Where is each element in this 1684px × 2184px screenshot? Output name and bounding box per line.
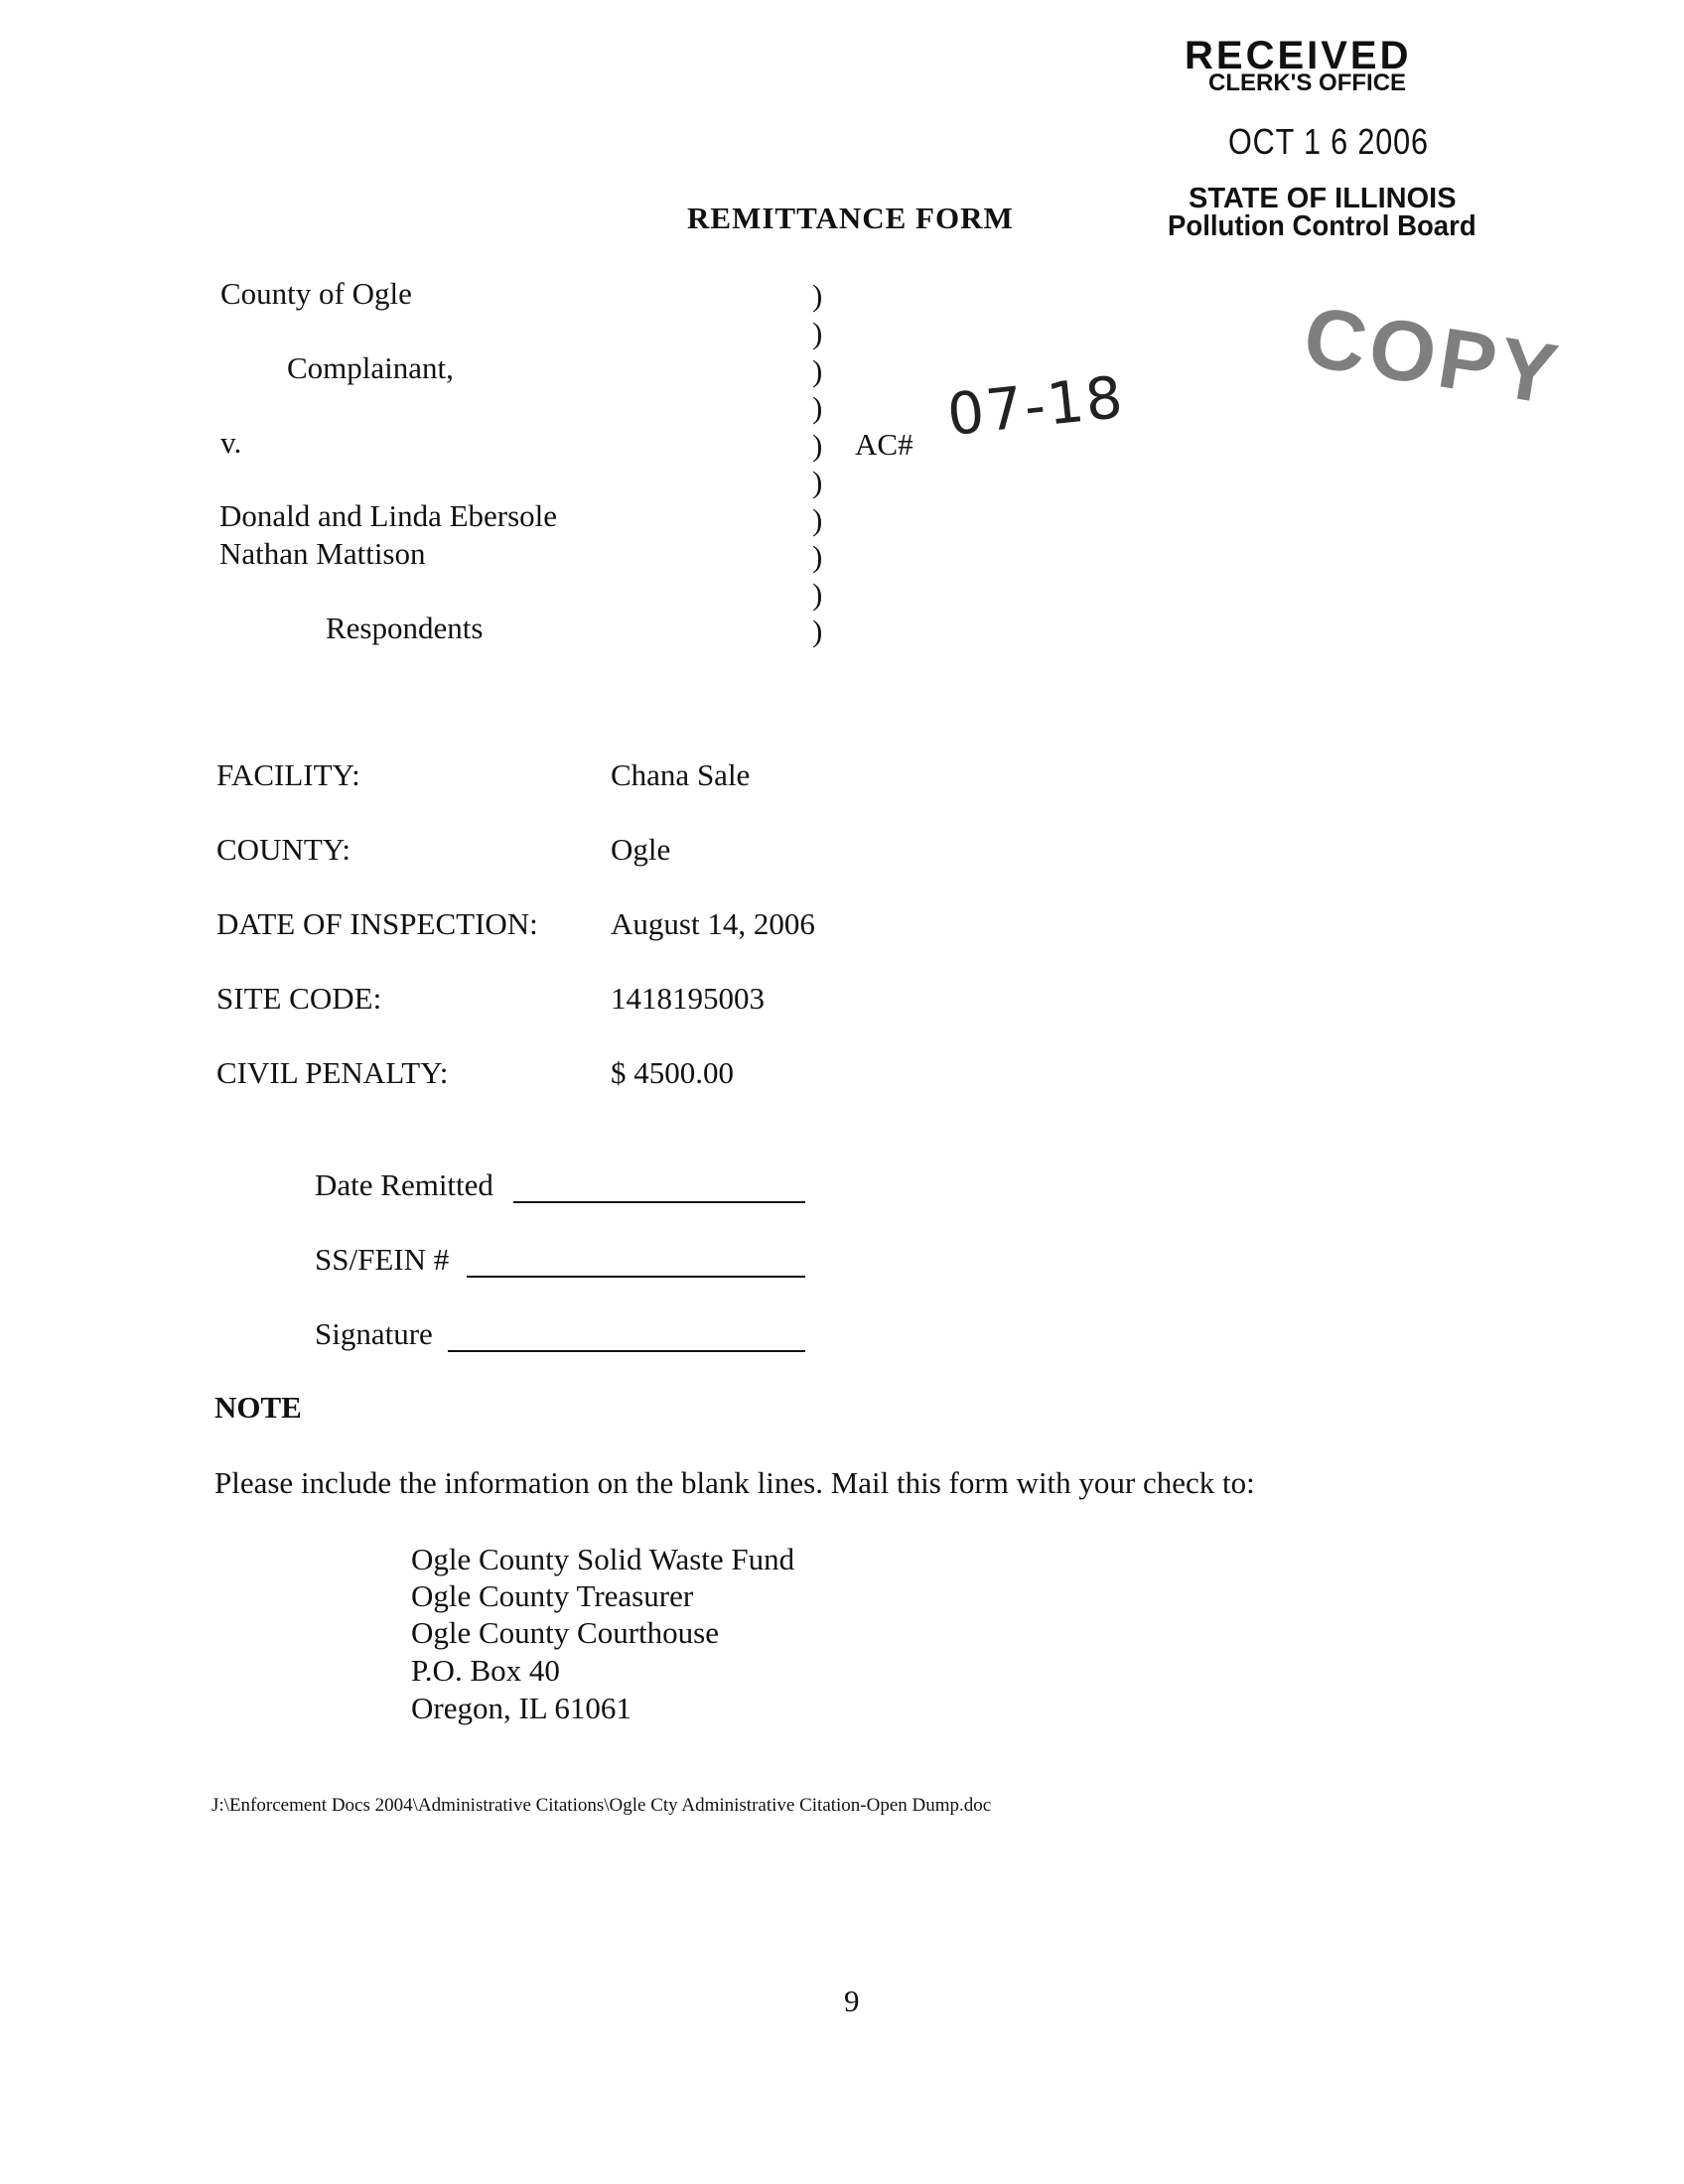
- address-line: Ogle County Solid Waste Fund: [411, 1542, 795, 1576]
- site-code-label: SITE CODE:: [216, 981, 382, 1016]
- ac-number-handwritten: 07-18: [943, 362, 1128, 449]
- inspection-date-label: DATE OF INSPECTION:: [216, 906, 538, 941]
- received-stamp-office: CLERK'S OFFICE: [1208, 69, 1407, 96]
- caption-paren: ): [812, 465, 823, 499]
- date-remitted-line[interactable]: [513, 1201, 805, 1203]
- caption-paren: ): [812, 278, 823, 313]
- inspection-date-value: August 14, 2006: [611, 906, 815, 941]
- note-text: Please include the information on the blank lines. Mail this form with your check to:: [214, 1465, 1255, 1500]
- complainant-name: County of Ogle: [220, 276, 412, 311]
- note-heading: NOTE: [214, 1390, 302, 1425]
- civil-penalty-label: CIVIL PENALTY:: [216, 1055, 449, 1090]
- county-label: COUNTY:: [216, 832, 351, 867]
- signature-label: Signature: [315, 1316, 433, 1351]
- site-code-value: 1418195003: [611, 981, 765, 1016]
- caption-paren: ): [812, 316, 823, 350]
- address-line: Oregon, IL 61061: [411, 1691, 632, 1725]
- address-line: Ogle County Treasurer: [411, 1578, 694, 1613]
- county-value: Ogle: [611, 832, 671, 867]
- caption-paren: ): [812, 577, 823, 612]
- caption-paren: ): [812, 539, 823, 574]
- caption-paren: ): [812, 502, 823, 537]
- ssfein-line[interactable]: [467, 1276, 805, 1278]
- address-line: Ogle County Courthouse: [411, 1615, 719, 1650]
- facility-value: Chana Sale: [611, 757, 751, 792]
- received-stamp-board: Pollution Control Board: [1168, 210, 1476, 242]
- respondents-label: Respondents: [326, 611, 484, 645]
- received-stamp-state: STATE OF ILLINOIS: [1189, 183, 1457, 214]
- caption-paren: ): [812, 614, 823, 648]
- signature-line[interactable]: [448, 1350, 805, 1352]
- received-stamp-date: OCT 1 6 2006: [1228, 121, 1429, 162]
- address-line: P.O. Box 40: [411, 1653, 560, 1688]
- complainant-label: Complainant,: [287, 350, 454, 385]
- civil-penalty-value: $ 4500.00: [611, 1055, 734, 1090]
- received-stamp-heading: RECEIVED: [1185, 34, 1412, 77]
- facility-label: FACILITY:: [216, 757, 360, 792]
- ac-label: AC#: [855, 427, 913, 462]
- copy-stamp: COPY: [1297, 288, 1568, 424]
- date-remitted-label: Date Remitted: [315, 1167, 493, 1202]
- ssfein-label: SS/FEIN #: [315, 1242, 450, 1277]
- page-title: REMITTANCE FORM: [687, 201, 1014, 235]
- page-number: 9: [844, 1983, 860, 2018]
- footer-file-path: J:\Enforcement Docs 2004\Administrative Citations\Ogle Cty Administrative Citation-Open Dump.doc: [211, 1795, 992, 1816]
- versus-label: v.: [220, 425, 242, 460]
- caption-paren: ): [812, 353, 823, 388]
- caption-paren: ): [812, 390, 823, 425]
- caption-paren: ): [812, 428, 823, 463]
- respondent-1: Donald and Linda Ebersole: [219, 498, 558, 533]
- respondent-2: Nathan Mattison: [219, 536, 426, 571]
